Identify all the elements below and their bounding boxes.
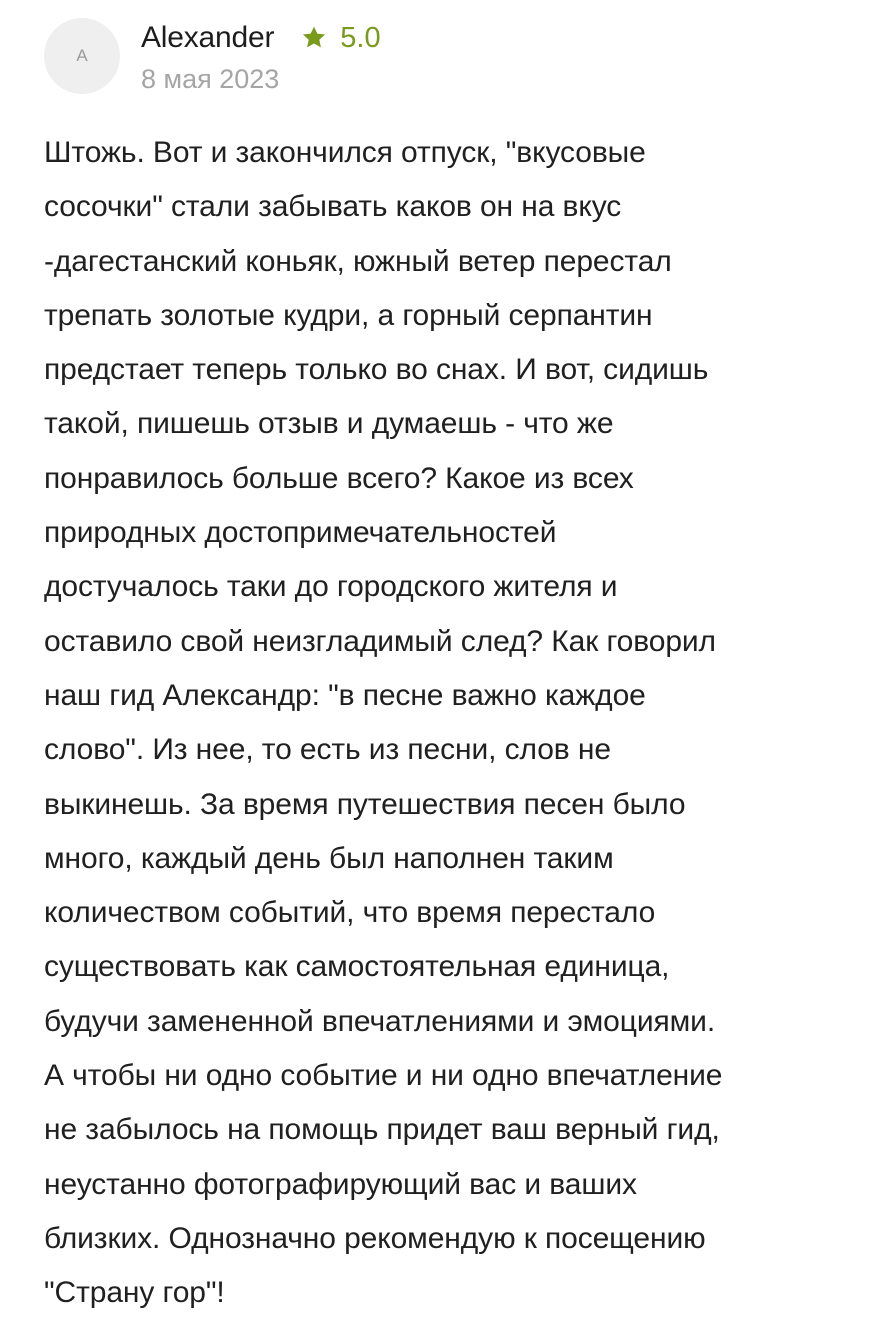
review-text-line: будучи замененной впечатлениями и эмоциями.	[44, 1004, 716, 1038]
review-text-line: понравилось больше всего? Какое из всех	[44, 461, 634, 495]
review-text-line: количеством событий, что время перестало	[44, 896, 656, 930]
review-text-line: -дагестанский коньяк, южный ветер перестал	[44, 244, 672, 278]
review-text-line: такой, пишешь отзыв и думаешь - что же	[44, 407, 614, 441]
avatar[interactable]	[44, 18, 120, 94]
review-meta	[141, 18, 381, 95]
review-text-line: слово". Из нее, то есть из песни, слов не	[44, 733, 611, 767]
review-text-line: выкинешь. За время путешествия песен было	[44, 787, 686, 821]
star-icon	[300, 24, 328, 52]
avatar-initial: A	[76, 46, 88, 65]
review-text-line: наш гид Александр: "в песне важно каждое	[44, 678, 646, 712]
review-text-line: близких. Однозначно рекомендую к посещению	[44, 1221, 706, 1255]
review-text-line: достучалось таки до городского жителя и	[44, 570, 618, 604]
star-icon-shape	[303, 27, 325, 48]
review-text-line: существовать как самостоятельная единица,	[44, 950, 670, 984]
rating-value: 5.0	[340, 21, 381, 54]
review-text	[44, 126, 844, 1321]
review-text-line: оставило свой неизгладимый след? Как говорил	[44, 624, 716, 658]
review-text-line: неустанно фотографирующий вас и ваших	[44, 1167, 637, 1201]
review-text-line: трепать золотые кудри, а горный серпантин	[44, 298, 653, 332]
review-text-line: природных достопримечательностей	[44, 516, 557, 550]
review-text-line: много, каждый день был наполнен таким	[44, 841, 614, 875]
review-header	[44, 18, 381, 96]
review-text-line: сосочки" стали забывать каков он на вкус	[44, 190, 622, 224]
review-text-line: не забылось на помощь придет ваш верный гид,	[44, 1113, 720, 1147]
author-rating-row	[141, 18, 381, 58]
review-text-line: предстает теперь только во снах. И вот, сидишь	[44, 353, 709, 387]
review-text-line: "Страну гор"!	[44, 1276, 225, 1310]
author-name[interactable]: Alexander	[141, 21, 275, 54]
review-text-line: Штожь. Вот и закончился отпуск, "вкусовые	[44, 136, 646, 169]
review-date: 8 мая 2023	[141, 64, 280, 94]
review-text-line: А чтобы ни одно событие и ни одно впечатление	[44, 1059, 723, 1093]
